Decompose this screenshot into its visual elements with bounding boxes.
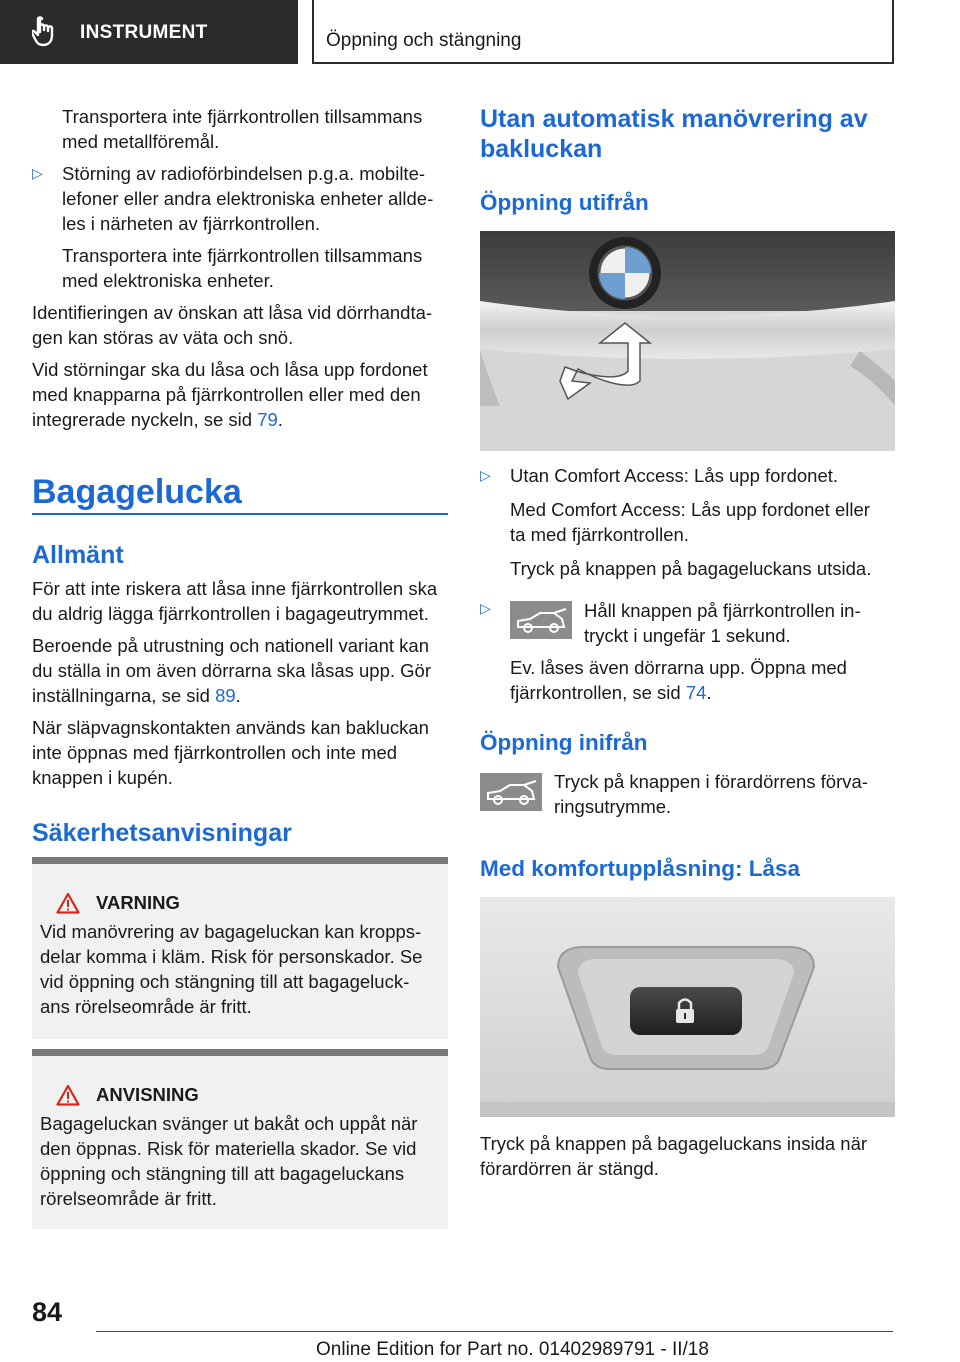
notice-text: Bagageluckan svänger ut bakåt och uppåt när den öppnas. Risk för materiella skador. Se vid öppning och stängning till att bagageluckans rörelseområde är fritt. [40,1113,418,1209]
trunk-button-icon [480,773,542,811]
warning-box [32,857,448,1039]
paragraph: Med Comfort Access: Lås upp fordonet eller ta med fjärrkontrollen. [510,499,870,545]
header-section-tab [0,0,298,64]
section-title: INSTRUMENT [80,21,208,43]
paragraph: Transportera inte fjärrkontrollen tillsammans med elektroniska enheter. [62,245,423,291]
inside-text: Tryck på knappen i förardörrens förva- ringsutrymme. [554,771,868,817]
page-reference-link[interactable]: 89 [215,685,236,706]
general-text [32,576,448,790]
paragraph: Identifieringen av önskan att låsa vid dörrhandta- gen kan störas av väta och snö. [32,302,433,348]
triangle-bullet-icon: ▷ [32,165,43,181]
triangle-bullet-icon: ▷ [480,467,491,483]
notice-box [32,1049,448,1229]
paragraph: När släpvagnskontakten används kan bakluckan inte öppnas med fjärrkontrollen och inte med knappen i kupén. [32,717,429,788]
page-reference-link[interactable]: 79 [257,409,278,430]
page-number: 84 [32,1297,63,1327]
warning-triangle-icon [56,1084,80,1106]
subheading-inside: Öppning inifrån [480,730,648,755]
left-column [32,104,448,432]
trunk-button-icon [510,601,572,639]
subheading-outside: Öppning utifrån [480,190,649,215]
notice-title: ANVISNING [96,1084,199,1105]
warning-text: Vid manövrering av bagageluckan kan kropps- delar komma i kläm. Risk för personskador. Se vid öppning och stängning till att bagageluck- ans rörelseområde är fritt. [40,921,423,1017]
warning-triangle-icon [56,892,80,914]
paragraph: Transportera inte fjärrkontrollen tillsammans med metallföremål. [62,106,423,152]
section-heading-general: Allmänt [32,541,124,569]
paragraph: Beroende på utrustning och nationell variant kan du ställa in om även dörrarna ska låsas upp. Gör inställningarna, se sid 89. [32,635,431,706]
list-item: ▷ Störning av radioförbindelsen p.g.a. mobilte- lefoner eller andra elektroniska enheter allde- les i närheten av fjärrkontrollen. [32,163,434,234]
chapter-heading: Bagagelucka [32,473,242,511]
paragraph: Vid störningar ska du låsa och låsa upp fordonet med knapparna på fjärrkontrollen eller med den integrerade nyckeln, se sid 79. [32,359,428,430]
section-heading-safety: Säkerhetsanvisningar [32,819,292,847]
paragraph: Ev. låses även dörrarna upp. Öppna med fjärrkontrollen, se sid 74. [510,657,847,703]
footer-rule [96,1331,893,1332]
subheading-comfort: Med komfortupplåsning: Låsa [480,856,801,881]
comfort-text: Tryck på knappen på bagageluckans insida när förardörren är stängd. [480,1133,868,1179]
warning-title: VARNING [96,892,180,913]
section-heading-no-auto: Utan automatisk manövrering av bakluckan [480,105,868,163]
hold-button-text: Håll knappen på fjärrkontrollen in- tryckt i ungefär 1 sekund. [584,600,861,646]
page-reference-link[interactable]: 74 [685,682,707,703]
footer-edition: Online Edition for Part no. 01402989791 - II/18 [316,1339,709,1360]
trunk-lid-photo [480,231,895,451]
lock-button-photo [480,897,895,1117]
list-item: ▷ Utan Comfort Access: Lås upp fordonet. [480,465,839,486]
heading-rule [32,513,448,515]
paragraph: För att inte riskera att låsa inne fjärrkontrollen ska du aldrig lägga fjärrkontrollen i bagageutrymmet. [32,578,438,624]
header-chapter-box [312,0,894,64]
outside-list [480,463,895,581]
chapter-title: Öppning och stängning [326,30,522,51]
paragraph: Tryck på knappen på bagageluckans utsida. [510,558,872,579]
hand-pointer-icon [26,12,66,52]
triangle-bullet-icon: ▷ [480,600,491,616]
